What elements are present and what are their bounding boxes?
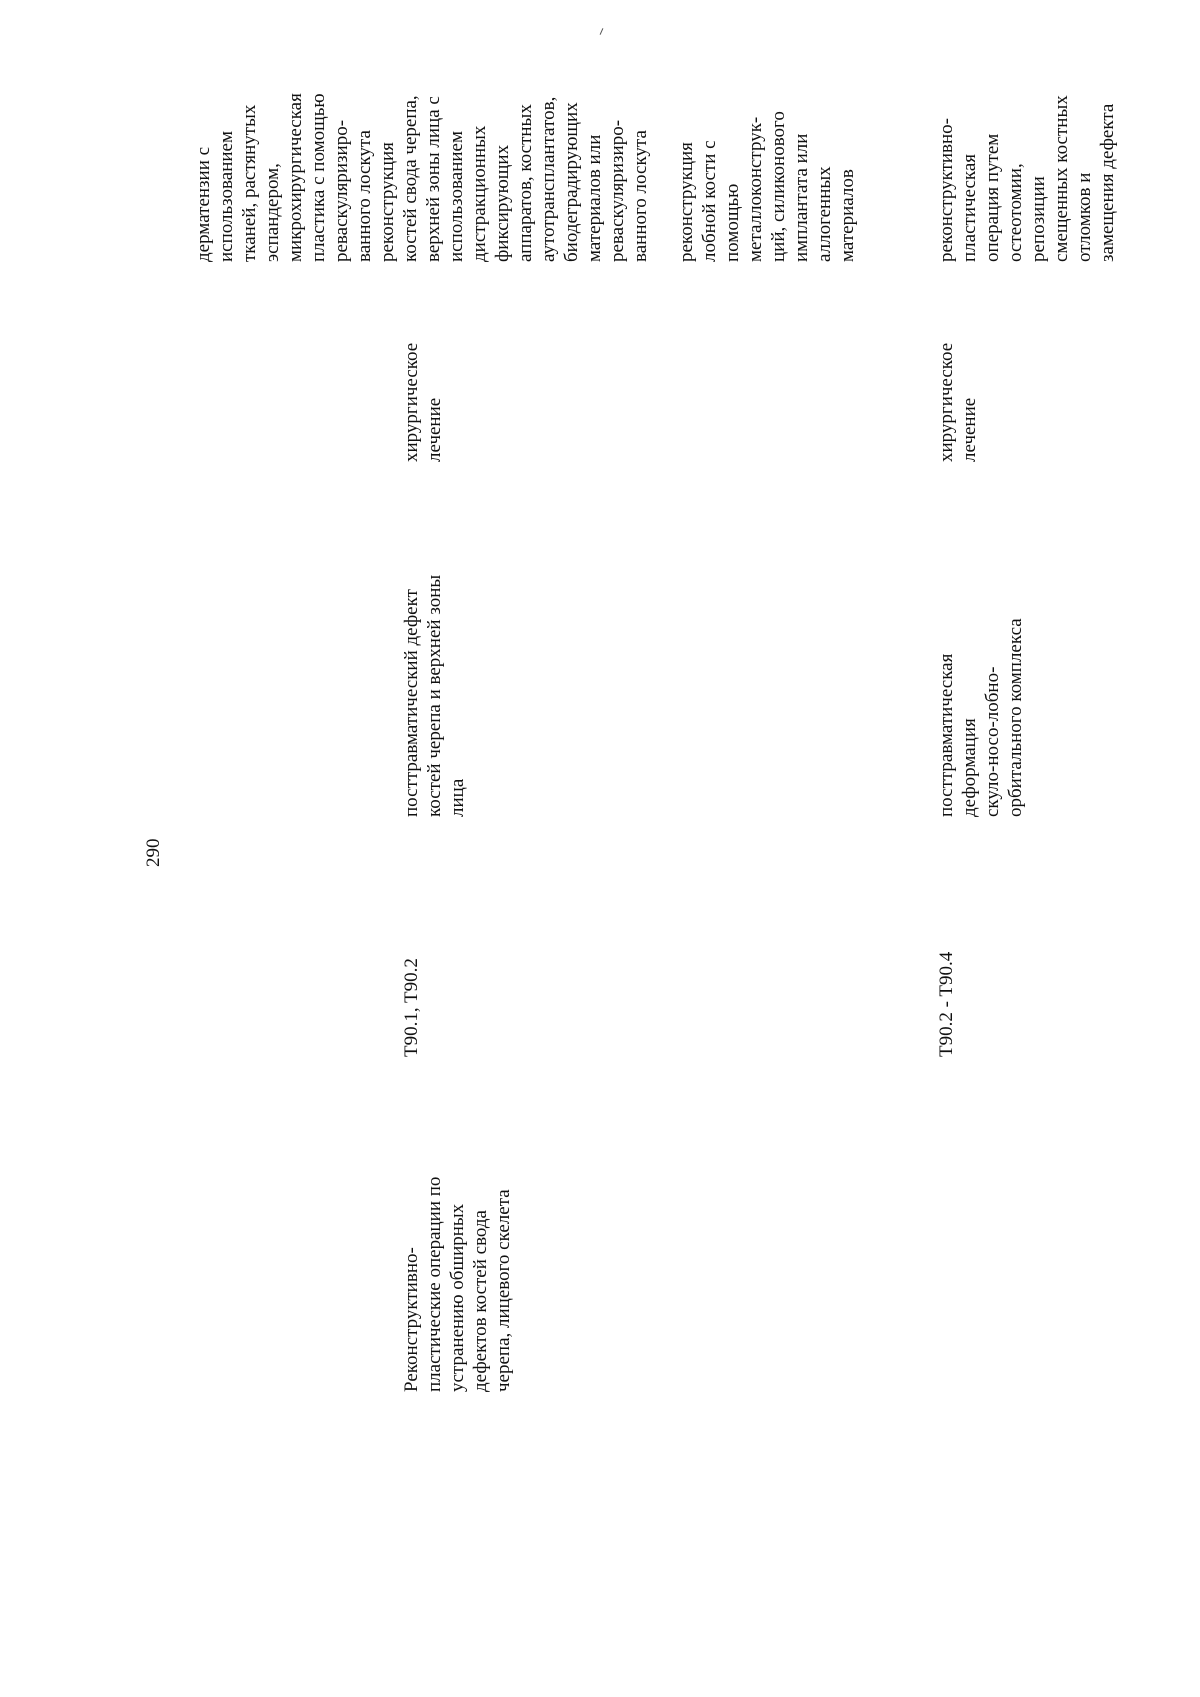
- row-2-treatment-type: хирургическое лечение: [936, 342, 980, 462]
- row-1-icd-codes: T90.1, T90.2: [401, 958, 422, 1057]
- row-2-treatment-method: реконструктивно- пластическая операция путем остеотомии, репозиции смещенных костных отломков и замещения дефекта: [936, 95, 1118, 262]
- row-2-diagnosis: посттравматическая деформация скуло-носо-лобно- орбитального комплекса: [936, 618, 1026, 817]
- row-1-diagnosis: посттравматический дефект костей черепа и верхней зоны лица: [401, 574, 468, 817]
- row-1-treatment-method: дерматензии с использованием тканей, растянутых эспандером, микрохирургическая пластика с помощью реваскуляризиро- ванного лоскута реконструкция костей свода черепа, верхней зоны лица с использованием дистракционных фиксирующих аппаратов, костных аутотрансплантатов, биодеградирующих материалов или реваскуляризиро- ванного лоскута реконструкция лобной кости с помощью металлоконструк- ций, силиконового имплантата или аллогенных материалов: [193, 93, 858, 262]
- page-number: 290: [143, 838, 164, 867]
- row-1-operation-name: Реконструктивно- пластические операции по устранению обширных дефектов костей свода черепа, лицевого скелета: [401, 1176, 514, 1392]
- row-2-icd-codes: T90.2 - T90.4: [936, 951, 957, 1057]
- row-1-treatment-type: хирургическое лечение: [401, 342, 445, 462]
